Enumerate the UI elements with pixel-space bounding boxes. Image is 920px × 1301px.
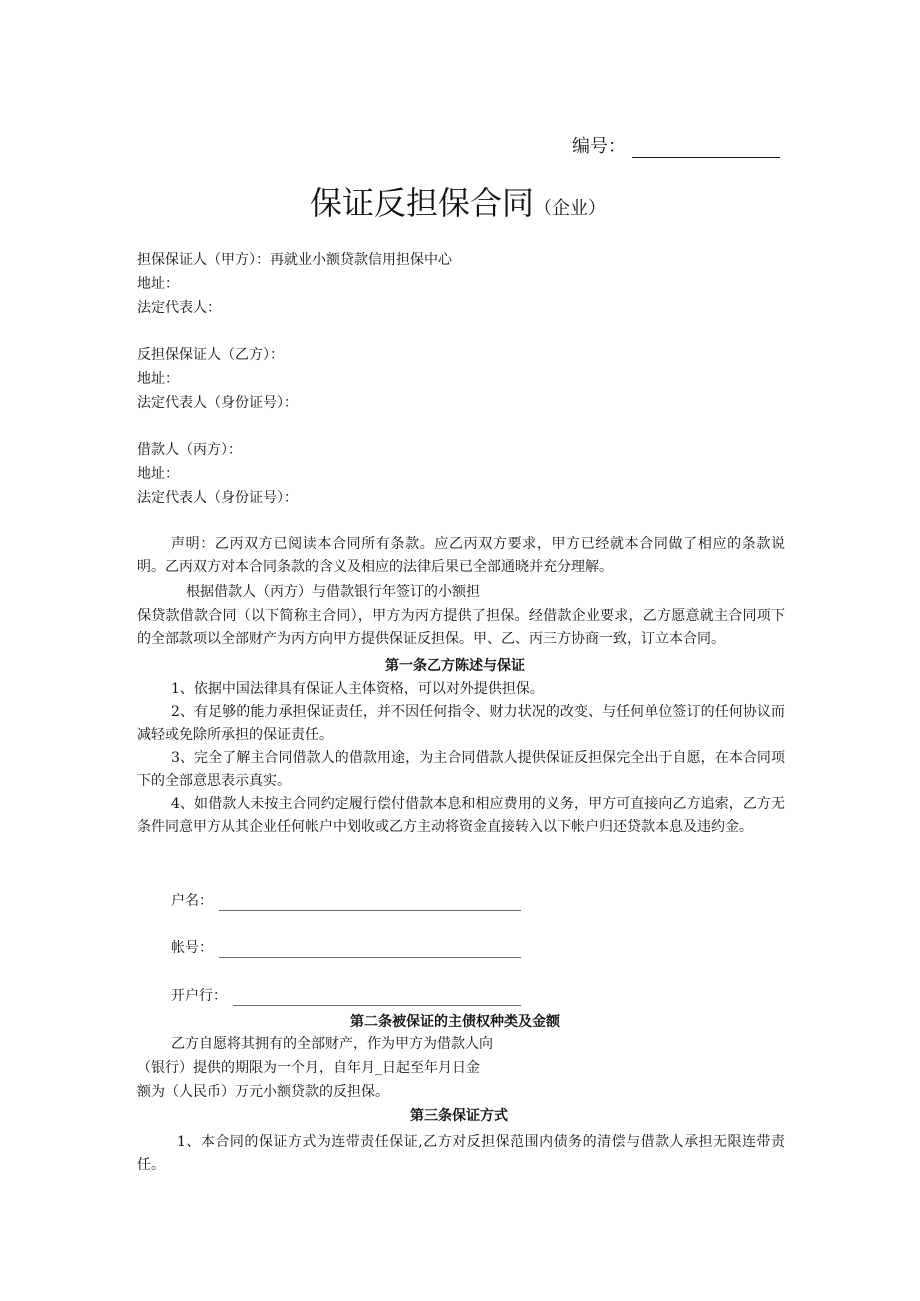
party-b-address: 地址： xyxy=(137,371,179,387)
article-2-line-2: （银行）提供的期限为一个月，自年月_日起至年月日金 xyxy=(137,1060,480,1076)
account-number-blank[interactable] xyxy=(219,943,521,958)
account-number-label: 帐号： xyxy=(171,940,213,956)
article-1-item-3: 3、完全了解主合同借款人的借款用途，为主合同借款人提供保证反担保完全出于自愿，在本合同项下的全部意思表示真实。 xyxy=(137,750,785,789)
article-2-line-3: 额为（人民币）万元小额贷款的反担保。 xyxy=(137,1084,389,1100)
party-c-representative: 法定代表人（身份证号）： xyxy=(137,490,298,506)
page-title xyxy=(310,178,606,224)
account-number-field xyxy=(171,938,521,958)
account-name-field xyxy=(171,891,521,911)
account-name-label: 户名： xyxy=(171,893,213,909)
contract-number xyxy=(572,132,780,158)
article-2-line-1: 乙方自愿将其拥有的全部财产，作为甲方为借款人向 xyxy=(171,1036,493,1052)
recital-line-1: 根据借款人（丙方）与借款银行年签订的小额担 xyxy=(186,584,480,600)
party-a-address: 地址： xyxy=(137,276,179,292)
recital-paragraph: 保贷款借款合同（以下简称主合同），甲方为丙方提供了担保。经借款企业要求，乙方愿意就主合同项下的全部款项以全部财产为丙方向甲方提供保证反担保。甲、乙、丙三方协商一致，订立本合同。 xyxy=(137,608,785,647)
contract-number-label: 编号： xyxy=(572,136,626,157)
article-1-item-4: 4、如借款人未按主合同约定履行偿付借款本息和相应费用的义务，甲方可直接向乙方追索，乙方无条件同意甲方从其企业任何帐户中划收或乙方主动将资金直接转入以下帐户归还贷款本息及违约金。 xyxy=(137,796,785,835)
article-1-heading: 第一条乙方陈述与保证 xyxy=(385,658,525,674)
article-3-item-1: 1、本合同的保证方式为连带责任保证,乙方对反担保范围内债务的清偿与借款人承担无限连带责任。 xyxy=(137,1134,785,1173)
party-a-representative: 法定代表人： xyxy=(137,300,221,316)
bank-field xyxy=(171,986,521,1006)
account-name-blank[interactable] xyxy=(219,896,521,911)
article-3-heading: 第三条保证方式 xyxy=(410,1108,508,1124)
bank-blank[interactable] xyxy=(233,991,521,1006)
article-1-item-1: 1、依据中国法律具有保证人主体资格，可以对外提供担保。 xyxy=(171,681,544,697)
contract-number-blank xyxy=(632,139,780,158)
article-1-item-2: 2、有足够的能力承担保证责任，并不因任何指令、财力状况的改变、与任何单位签订的任何协议而减轻或免除所承担的保证责任。 xyxy=(137,704,785,743)
bank-label: 开户行： xyxy=(171,988,227,1004)
party-b-representative: 法定代表人（身份证号）： xyxy=(137,395,298,411)
party-c-line: 借款人（丙方）： xyxy=(137,442,242,458)
statement-paragraph: 声明：乙丙双方已阅读本合同所有条款。应乙丙双方要求，甲方已经就本合同做了相应的条款说明。乙丙双方对本合同条款的含义及相应的法律后果已全部通晓并充分理解。 xyxy=(137,536,785,575)
party-a-line: 担保保证人（甲方）：再就业小额贷款信用担保中心 xyxy=(137,252,452,268)
party-b-line: 反担保保证人（乙方）： xyxy=(137,347,284,363)
title-main: 保证反担保合同 xyxy=(310,184,535,222)
party-c-address: 地址： xyxy=(137,466,179,482)
title-suffix: （企业） xyxy=(534,198,607,219)
article-2-heading: 第二条被保证的主债权种类及金额 xyxy=(350,1014,560,1030)
